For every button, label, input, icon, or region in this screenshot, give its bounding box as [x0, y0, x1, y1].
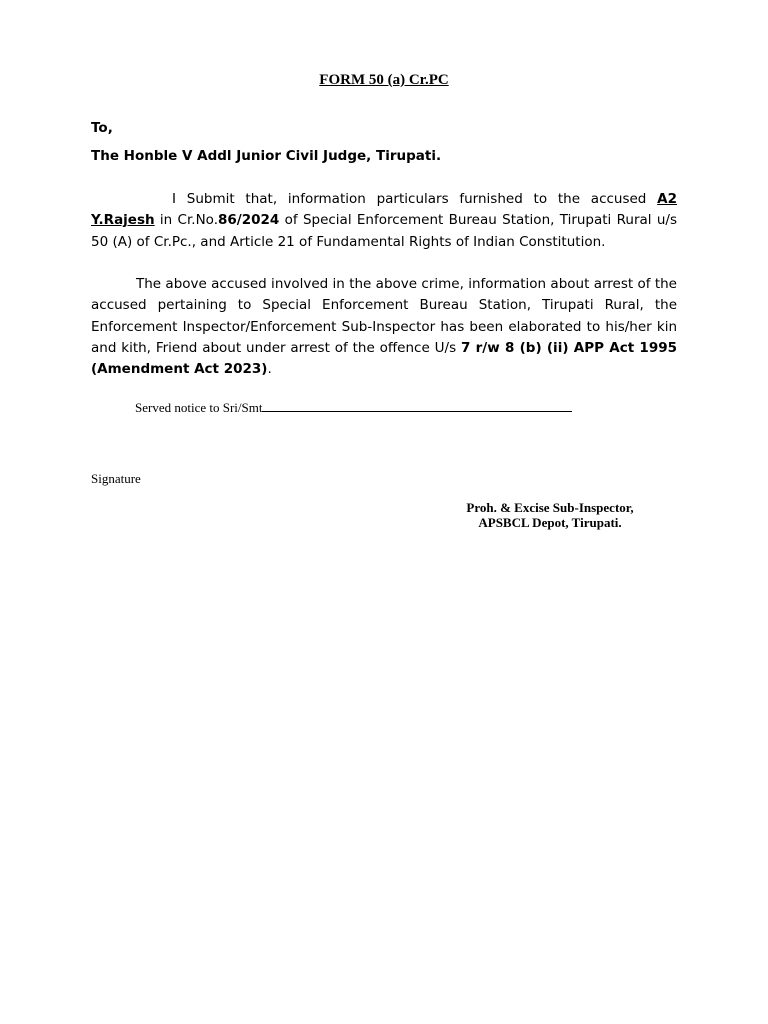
- officer-office: APSBCL Depot, Tirupati.: [478, 515, 622, 530]
- paragraph-arrest-text-b: .: [267, 361, 272, 378]
- officer-block: [430, 500, 670, 530]
- crime-number: 86/2024: [218, 212, 280, 229]
- paragraph-arrest-info: [91, 274, 677, 380]
- paragraph-submission-text-c: of Special Enforcement Bureau Station, Tirupati Rural u/s 50 (A) of Cr.Pc., and Article 21 of Fundamental Rights of Indian Constitution.: [91, 212, 677, 250]
- accused-name: A2 Y.Rajesh: [91, 191, 677, 229]
- paragraph-submission-text-b: in Cr.No.: [154, 212, 218, 229]
- served-notice: [135, 398, 572, 416]
- served-notice-blank-line: [262, 398, 572, 412]
- officer-designation: Proh. & Excise Sub-Inspector,: [466, 500, 634, 515]
- offence-section: 7 r/w 8 (b) (ii) APP Act 1995 (Amendment Act 2023): [91, 339, 678, 378]
- paragraph-submission-text-a: I Submit that, information particulars furnished to the accused: [172, 191, 658, 207]
- salutation-to: To,: [91, 120, 113, 136]
- paragraph-submission: [91, 189, 677, 253]
- addressee: The Honble V Addl Junior Civil Judge, Tirupati.: [91, 148, 442, 164]
- signature-label: Signature: [91, 471, 141, 486]
- paragraph-arrest-text-a: The above accused involved in the above crime, information about arrest of the accused pertaining to Special Enforcement Bureau Station, Tirupati Rural, the Enforcement Inspector/Enforcement Sub-Inspector has been elaborated to his/her kin and kith, Friend about under arrest of the offence U/s: [91, 276, 677, 356]
- form-title: FORM 50 (a) Cr.PC: [319, 72, 449, 88]
- served-notice-label: Served notice to Sri/Smt: [135, 400, 263, 415]
